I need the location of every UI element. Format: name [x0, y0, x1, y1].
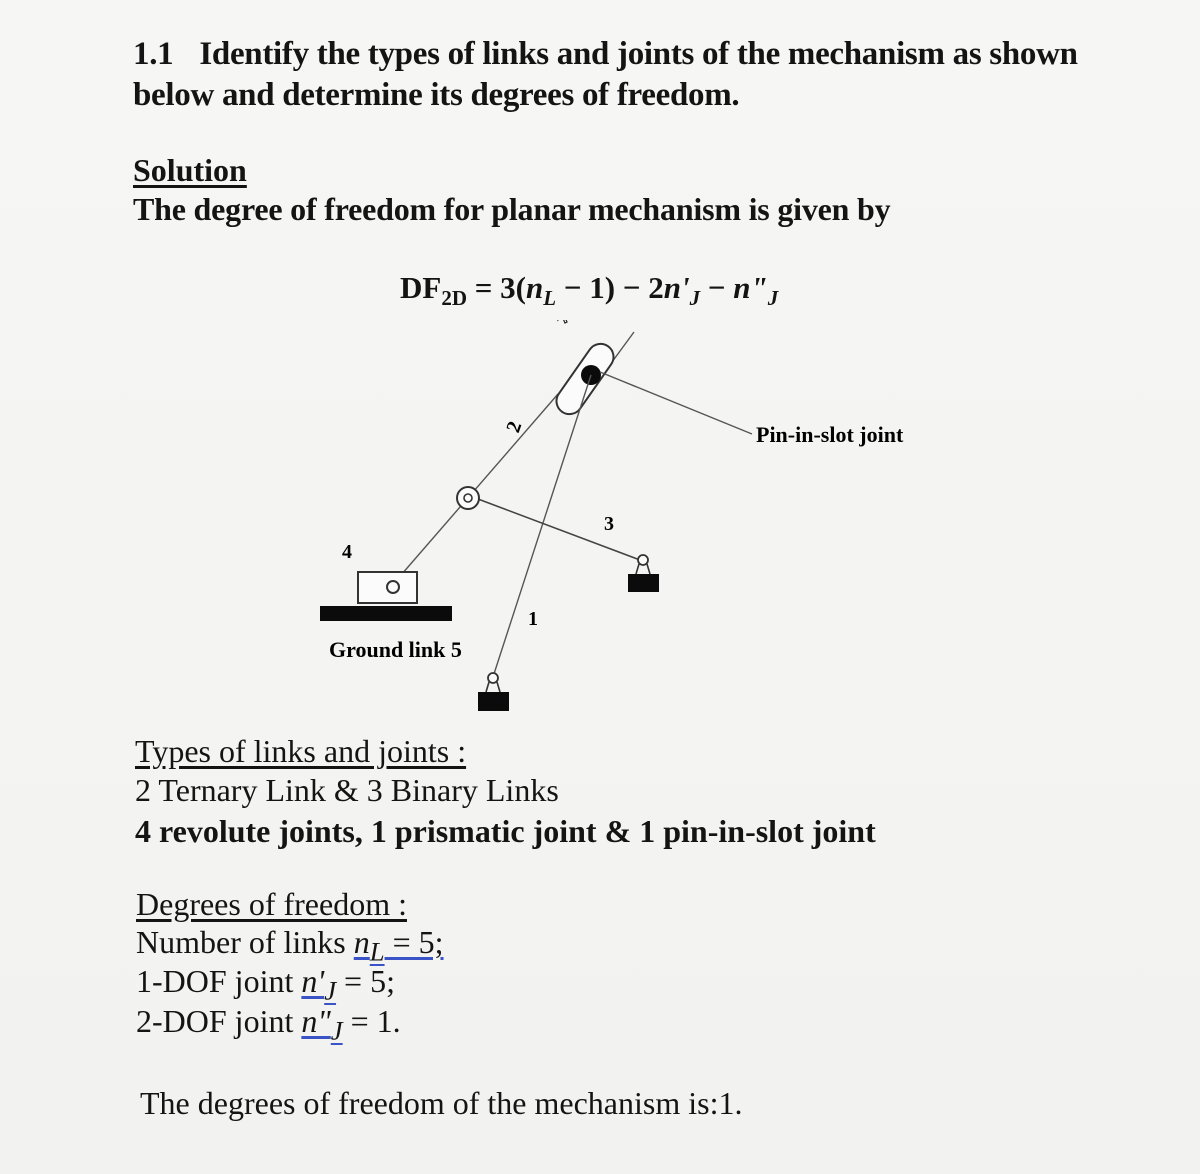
formula-part-c: − — [700, 270, 734, 305]
question-number: 1.1 — [133, 36, 174, 72]
ground-pivot-right — [628, 555, 659, 592]
question-line-1 — [133, 36, 1078, 73]
dof-links-label: Number of links — [136, 924, 354, 960]
result-line: The degrees of freedom of the mechanism is:1. — [140, 1085, 743, 1121]
mouse-cursor-icon — [558, 320, 569, 323]
slider-pin — [387, 581, 399, 593]
formula-nl: n — [526, 270, 544, 305]
question-text-1: Identify the types of links and joints of the mechanism as shown — [199, 36, 1078, 72]
label-link-3: 3 — [604, 513, 614, 535]
dof-links-line — [136, 924, 444, 967]
pin-in-slot-leader — [600, 372, 752, 434]
formula-part-a: = 3( — [467, 270, 526, 305]
revolute-joint-2-3-inner — [464, 494, 472, 502]
label-link-4: 4 — [342, 541, 352, 563]
ground-pivot-bottom — [478, 673, 509, 711]
types-heading: Types of links and joints : — [135, 733, 467, 769]
solution-intro: The degree of freedom for planar mechanism is given by — [133, 191, 891, 227]
formula-nl-sub: L — [543, 286, 557, 311]
dof-two-line — [136, 1003, 401, 1046]
label-link-2: 2 — [502, 418, 527, 436]
solution-heading: Solution — [133, 152, 247, 188]
formula-nj2-sub: J — [767, 286, 779, 311]
formula-nj1: n' — [663, 270, 690, 305]
dof-links-sub: L — [369, 936, 385, 967]
formula-part-b: − 1) − 2 — [556, 270, 664, 305]
dof-formula — [400, 270, 778, 311]
dof-two-label: 2-DOF joint — [136, 1003, 302, 1039]
ground-bar — [320, 606, 452, 621]
dof-one-symbol: n' — [301, 963, 325, 999]
formula-lhs-sub: 2D — [441, 286, 467, 311]
formula-lhs: DF — [400, 270, 442, 305]
dof-one-label: 1-DOF joint — [136, 963, 302, 999]
dof-one-sub: J — [324, 975, 337, 1006]
link-3 — [470, 496, 640, 560]
dof-two-symbol: n" — [301, 1003, 331, 1039]
label-link-1: 1 — [528, 608, 538, 630]
dof-links-symbol: n — [353, 924, 370, 960]
question-line-2: below and determine its degrees of freedom. — [133, 77, 740, 113]
label-ground-link: Ground link 5 — [329, 637, 462, 662]
slot-extension — [612, 332, 634, 362]
label-pin-in-slot: Pin-in-slot joint — [756, 422, 904, 447]
dof-heading: Degrees of freedom : — [136, 886, 407, 922]
types-links: 2 Ternary Link & 3 Binary Links — [135, 772, 559, 808]
mechanism-diagram — [300, 320, 960, 730]
dof-two-value: = 1. — [342, 1003, 401, 1039]
dof-one-line — [136, 963, 395, 1006]
formula-nj2: n" — [733, 270, 768, 305]
formula-nj1-sub: J — [689, 286, 701, 311]
dof-links-value: = 5; — [384, 924, 444, 960]
types-joints: 4 revolute joints, 1 prismatic joint & 1 pin-in-slot joint — [135, 813, 876, 849]
dof-two-sub: J — [330, 1015, 343, 1046]
dof-one-value: = 5; — [336, 963, 395, 999]
